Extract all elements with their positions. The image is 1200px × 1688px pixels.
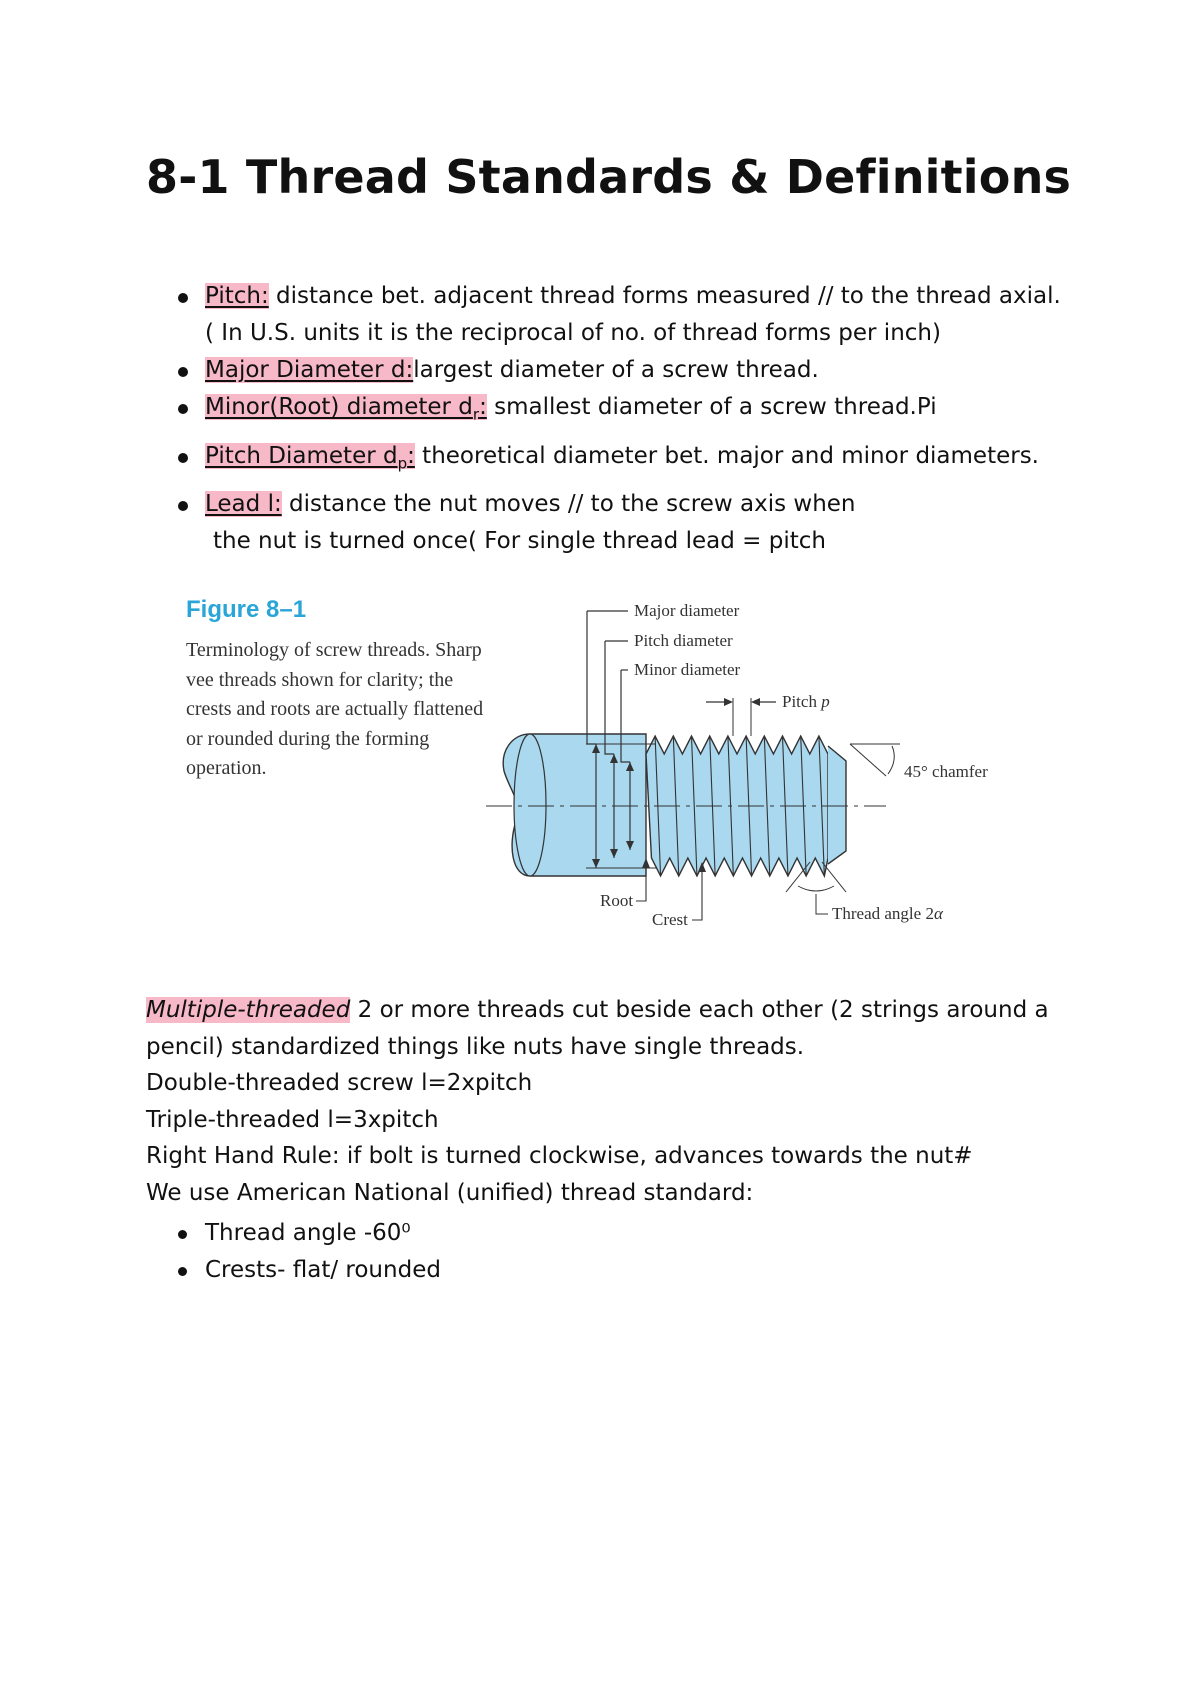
label-chamfer: 45° chamfer	[904, 762, 988, 781]
label-crest: Crest	[652, 910, 688, 929]
label-minor-diameter: Minor diameter	[634, 660, 741, 679]
list-item: Major Diameter d:largest diameter of a screw thread.	[172, 352, 1072, 389]
term-pitch-diameter: Pitch Diameter $d_p$:	[205, 442, 415, 473]
list-item: Pitch Diameter $d_p$: theoretical diameter bet. major and minor diameters.	[172, 438, 1072, 483]
figure-caption: Terminology of screw threads. Sharp vee threads shown for clarity; the crests and roots are actually flattened or rounded during the forming operation.	[186, 639, 484, 779]
label-major-diameter: Major diameter	[634, 601, 740, 620]
double-threaded-line: Double-threaded screw l=2xpitch	[146, 1070, 533, 1096]
term-pitch: Pitch:	[205, 283, 269, 309]
list-item: Thread angle -60⁰	[172, 1215, 441, 1252]
list-item: Crests- flat/ rounded	[172, 1252, 441, 1289]
label-pitch: Pitch p	[782, 692, 830, 711]
list-item: Pitch: distance bet. adjacent thread forms measured // to the thread axial. ( In U.S. units it is the reciprocal of no. of thread forms per inch)	[172, 278, 1072, 352]
triple-threaded-line: Triple-threaded l=3xpitch	[146, 1106, 439, 1133]
standard-list	[172, 1215, 441, 1289]
right-hand-rule-line: Right Hand Rule: if bolt is turned clockwise, advances towards the nut#	[146, 1143, 973, 1169]
label-pitch-diameter: Pitch diameter	[634, 631, 733, 650]
term-multiple-threaded: Multiple-threaded	[146, 997, 351, 1023]
standard-line: We use American National (unified) thread standard:	[146, 1179, 754, 1206]
term-lead: Lead l:	[205, 491, 282, 518]
label-root: Root	[600, 891, 634, 910]
figure-label: Figure 8–1	[186, 596, 307, 623]
page-title: 8-1 Thread Standards & Definitions	[146, 150, 1072, 204]
list-item: Minor(Root) diameter $d_r$: smallest diameter of a screw thread.Pi	[172, 389, 1072, 434]
term-minor-diameter: Minor(Root) diameter $d_r$:	[205, 394, 487, 424]
list-item: Lead l: distance the nut moves // to the screw axis when the nut is turned once( For single thread lead = pitch	[172, 486, 1072, 560]
major-leader	[587, 611, 596, 744]
term-major-diameter: Major Diameter d:	[205, 357, 414, 383]
definition-list	[172, 278, 1072, 560]
chamfer-end	[828, 746, 846, 864]
figure	[186, 596, 1026, 946]
shank-end	[514, 734, 546, 876]
label-thread-angle: Thread angle 2α	[832, 904, 943, 923]
multi-thread-paragraph: Multiple-threaded 2 or more threads cut beside each other (2 strings around a pencil) standardized things like nuts have single threads. Double-threaded screw l=2xpitch Triple-threaded l=3xpitch Right Hand Rule: if bolt is turned clockwise, advances towards the nut# We use American National (unified) thread standard:	[146, 992, 1086, 1211]
